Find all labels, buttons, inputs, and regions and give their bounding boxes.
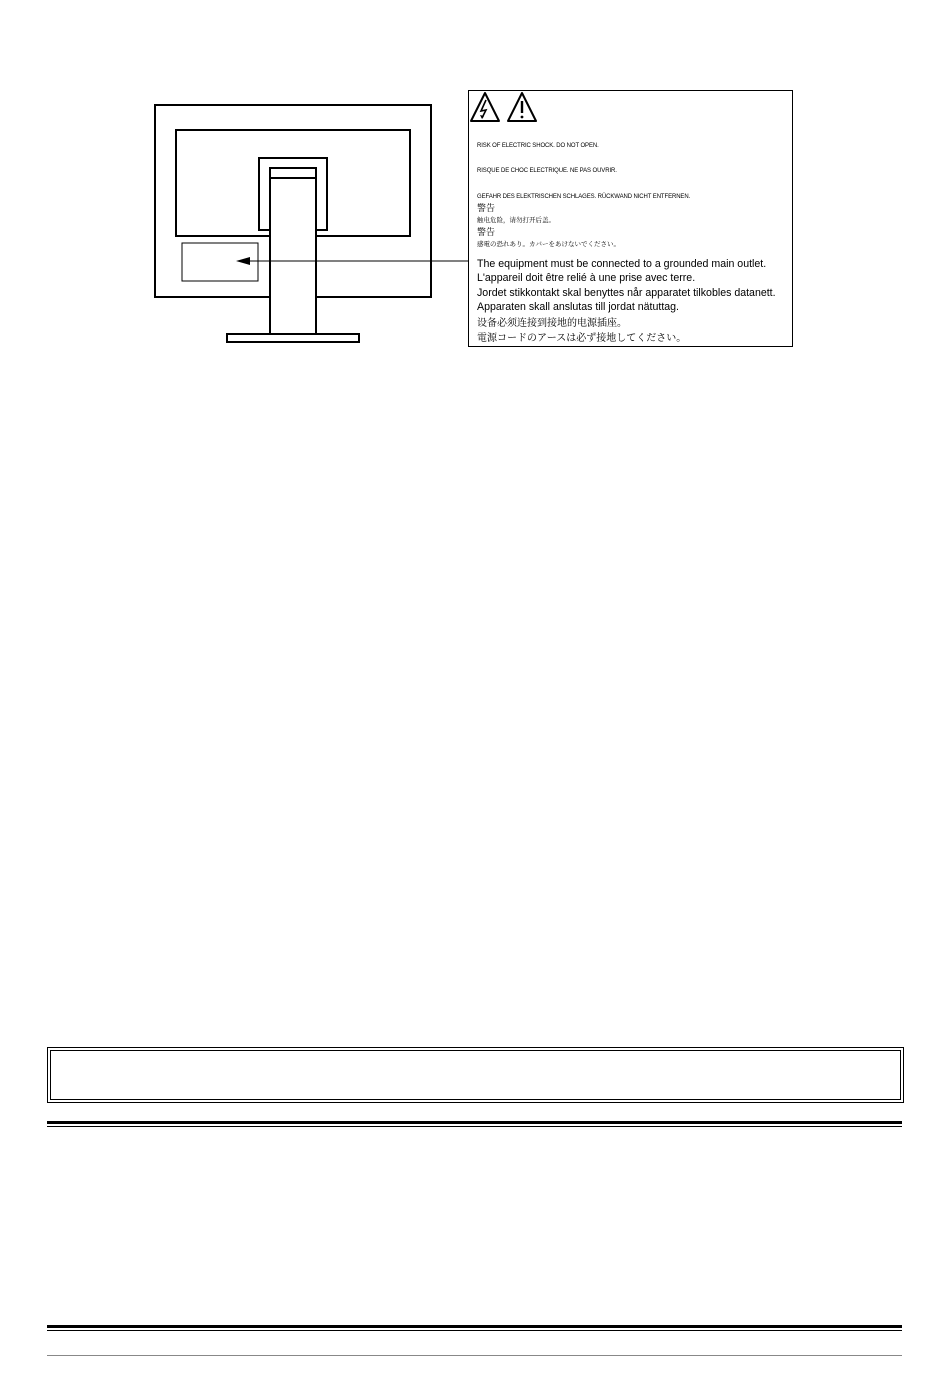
notice-box: [47, 1047, 904, 1103]
grounding-text-fr: L'appareil doit être relié à une prise avec terre.: [477, 272, 696, 284]
warning-icons: [469, 91, 544, 123]
grounding-text-en: The equipment must be connected to a grounded main outlet.: [477, 258, 767, 270]
grounding-text-jp: 電源コードのアースは必ず接地してください。: [477, 333, 687, 344]
grounding-text-sv: Apparaten skall anslutas till jordat nätuttag.: [477, 301, 679, 313]
warning-text-en: RISK OF ELECTRIC SHOCK. DO NOT OPEN.: [477, 143, 599, 149]
warning-text-cn: 触电危险，请勿打开后盖。: [477, 216, 555, 224]
warning-text-de: GEFAHR DES ELEKTRISCHEN SCHLAGES. RÜCKWAND NICHT ENTFERNEN.: [477, 194, 691, 200]
stand-column: [270, 168, 316, 334]
page-bottom-rule: [47, 1355, 902, 1356]
electric-shock-warning-icon: [471, 93, 499, 121]
warning-label-panel: [468, 90, 793, 347]
stand-base: [227, 334, 359, 342]
notice-box-inner-frame: [50, 1050, 901, 1100]
warning-heading-cn: 警告: [477, 204, 496, 214]
footer-divider-thick: [47, 1325, 902, 1328]
warning-text-jp: 感電の恐れあり。カバーをあけないでください。: [477, 240, 620, 248]
arrowhead: [236, 257, 250, 265]
warning-heading-jp: 警告: [477, 228, 496, 238]
section-divider-thick: [47, 1121, 902, 1124]
label-location-figure: [0, 0, 950, 360]
grounding-text-no: Jordet stikkontakt skal benyttes når apparatet tilkobles datanett.: [477, 287, 776, 299]
warning-text-fr: RISQUE DE CHOC ELECTRIQUE. NE PAS OUVRIR.: [477, 168, 617, 174]
footer-divider-thin: [47, 1330, 902, 1331]
caution-exclamation-icon: [508, 93, 536, 121]
grounding-text-cn: 设备必须连接到接地的电源插座。: [477, 318, 627, 329]
section-divider-thin: [47, 1126, 902, 1127]
